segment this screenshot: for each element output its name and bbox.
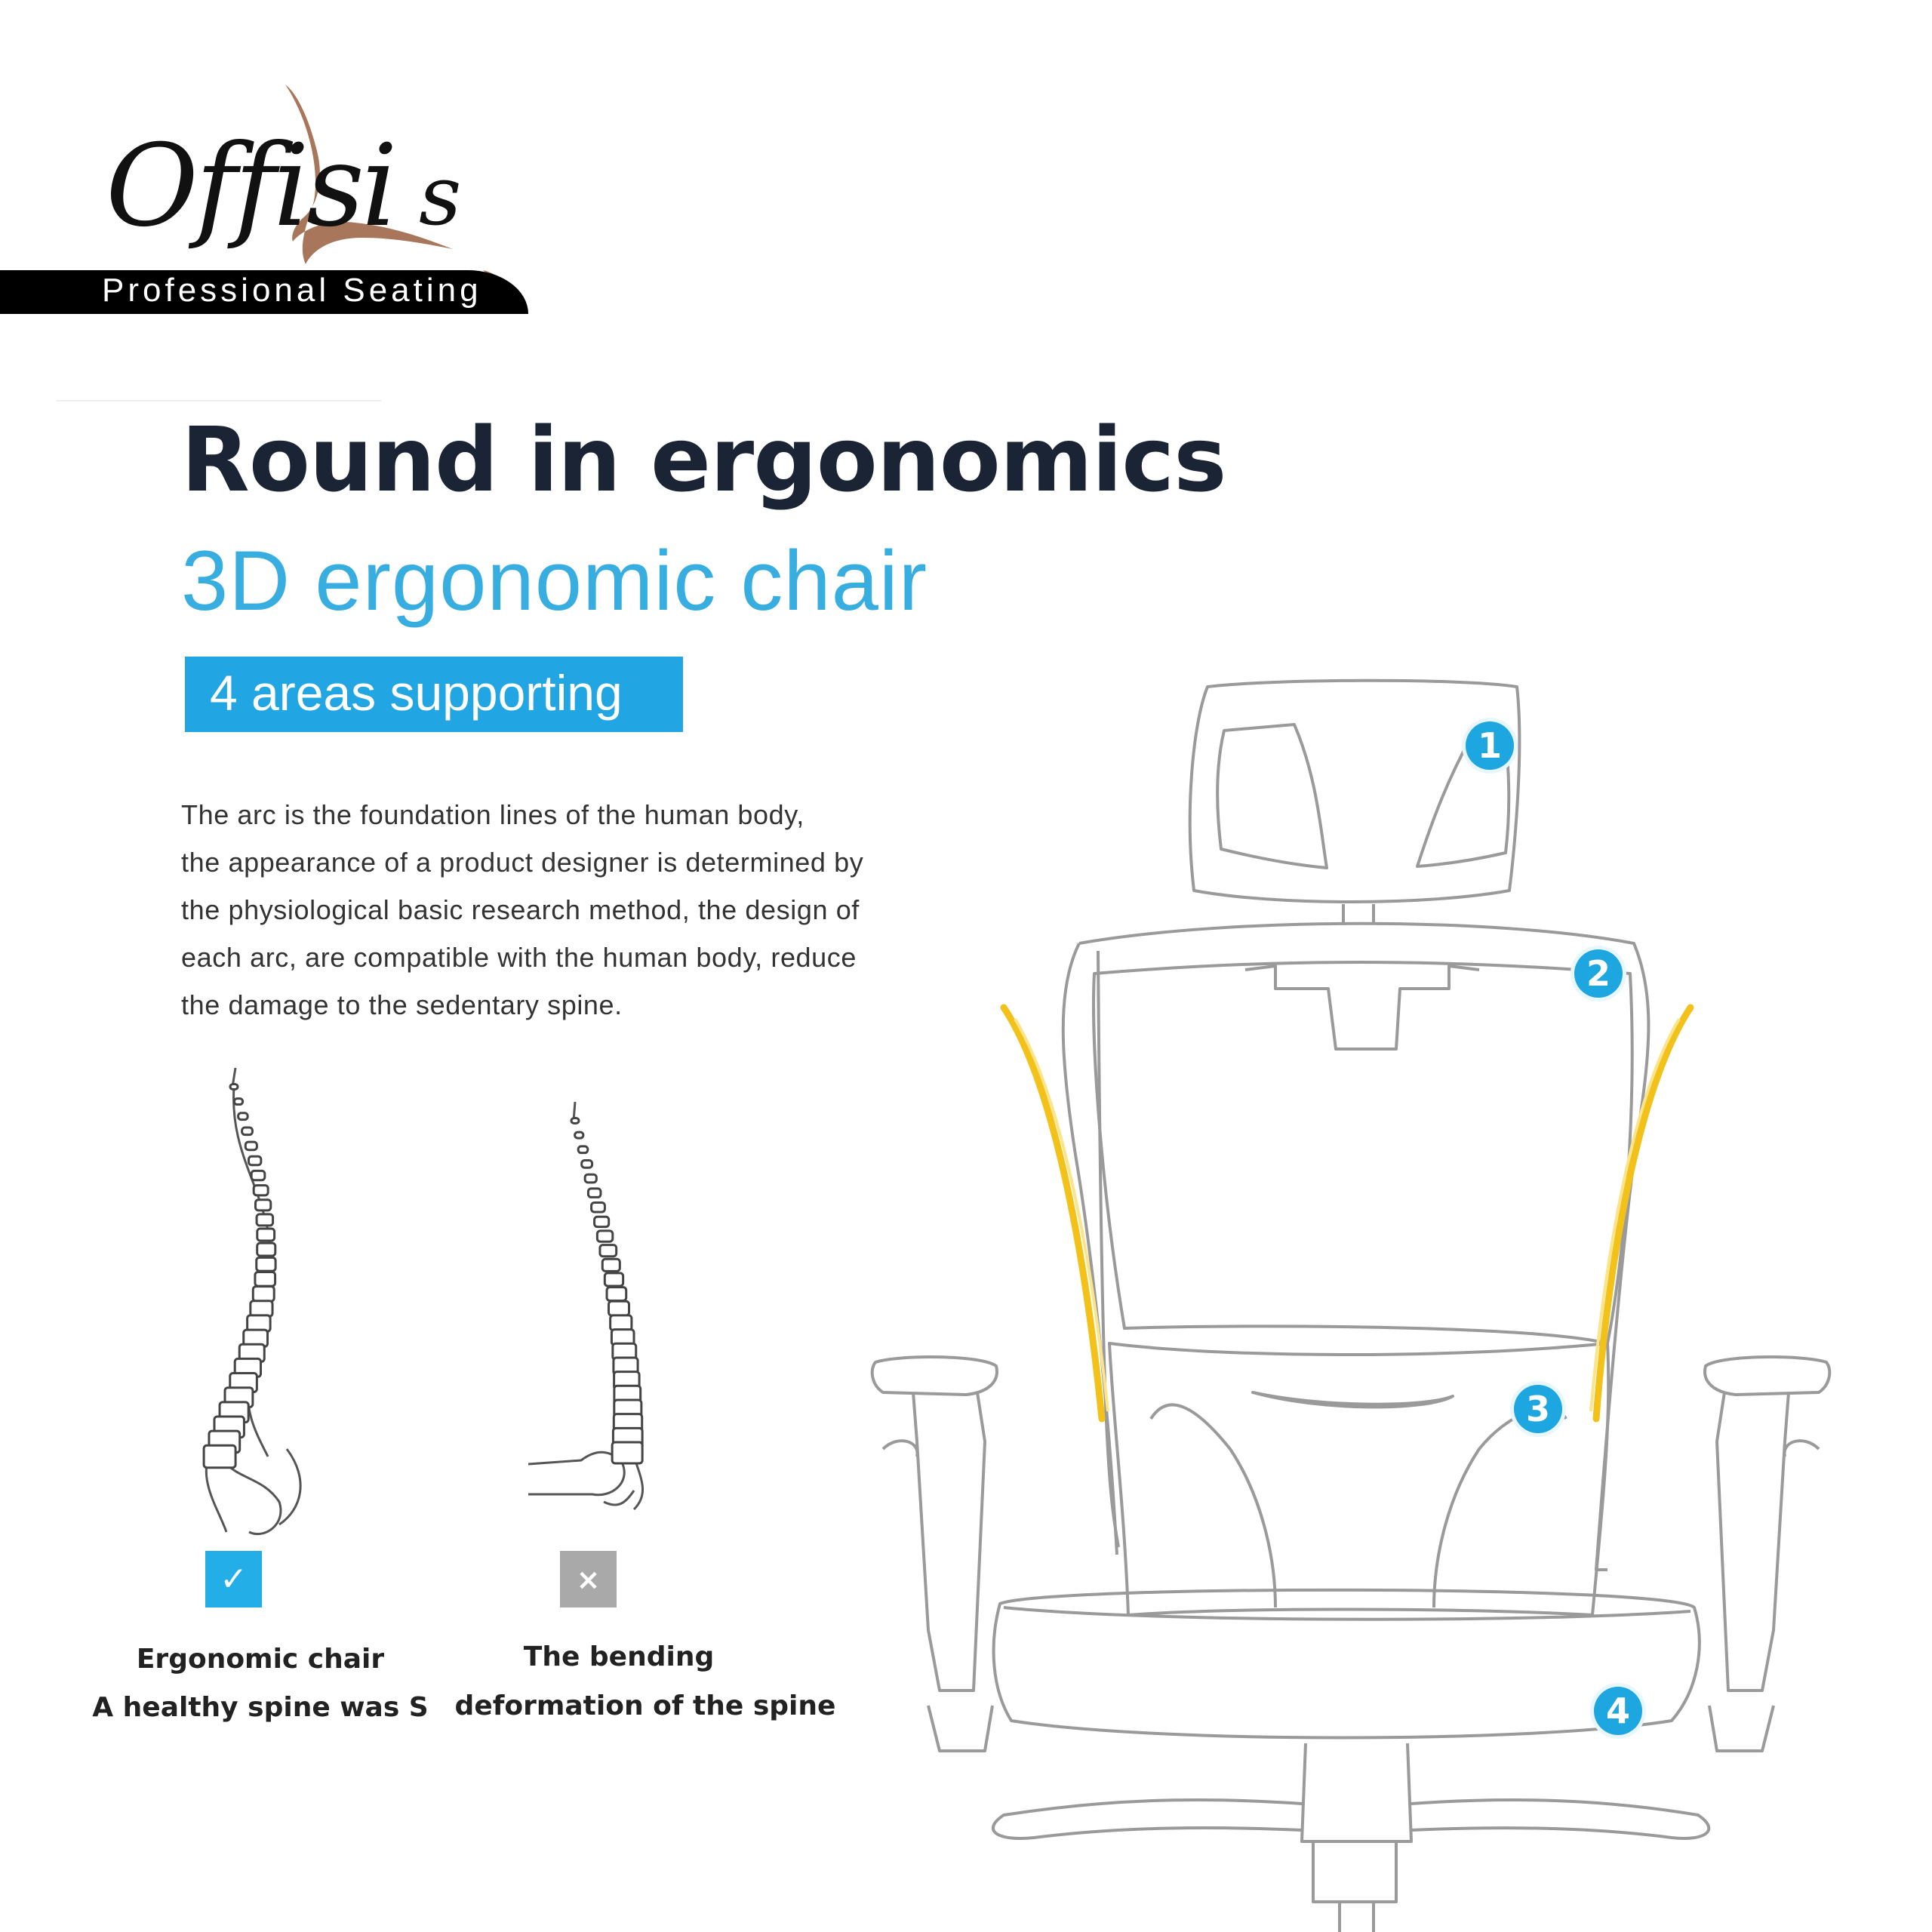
vertebra [242,1128,253,1135]
vertebra [251,1171,265,1180]
vertebra [257,1257,275,1271]
area-marker-2: 2 [1574,949,1623,998]
headrest [1190,681,1520,902]
vertebra [245,1142,257,1150]
logo-wordmark-suffix: s [419,147,462,244]
area-marker-3: 3 [1514,1385,1562,1433]
caption-good-title: Ergonomic chair [136,1644,385,1675]
vertebra [605,1273,623,1286]
vertebra [585,1174,596,1183]
vertebra [588,1189,601,1198]
vertebra [609,1301,629,1315]
vertebra [230,1084,238,1090]
vertebra [257,1243,275,1256]
vertebra [600,1245,617,1257]
logo-wordmark: Offisi [106,121,395,252]
paragraph-line: the appearance of a product designer is determined by [181,847,864,878]
vertebra [234,1099,242,1105]
caption-bad-title: The bending [523,1641,715,1672]
vertebra [612,1442,642,1463]
vertebra [251,1301,272,1316]
vertebra [592,1203,605,1212]
right-armrest [1705,1357,1829,1395]
vertebra [578,1146,588,1153]
backrest [1063,924,1649,1570]
caption-good-subtitle: A healthy spine was S [92,1692,429,1723]
left-armrest [872,1357,997,1395]
areas-badge: 4 areas supporting [210,665,623,721]
check-icon: ✓ [205,1551,262,1607]
vertebra [607,1287,626,1301]
vertebra [238,1113,248,1120]
vertebra [257,1229,275,1241]
vertebra [255,1272,275,1286]
paragraph-line: each arc, are compatible with the human body, reduce [181,942,857,973]
paragraph-line: The arc is the foundation lines of the human body, [181,799,804,830]
vertebra [248,1156,260,1164]
page-subtitle: 3D ergonomic chair [181,534,928,628]
vertebra [575,1132,583,1138]
cross-icon: × [560,1551,617,1607]
vertebra [204,1445,235,1467]
vertebra [602,1259,620,1271]
vertebra [257,1214,273,1226]
chair-illustration [853,664,1834,1932]
paragraph-line: the damage to the sedentary spine. [181,989,623,1020]
divider [57,400,381,401]
vertebra [254,1186,268,1195]
vertebra [597,1231,612,1241]
tagline: Professional Seating [102,272,482,309]
vertebra [611,1315,632,1331]
healthy-spine-illustration [196,1057,340,1540]
vertebra [571,1118,579,1124]
vertebra [595,1217,609,1226]
paragraph-line: the physiological basic research method, the design of [181,894,860,925]
page-title: Round in ergonomics [181,408,1226,512]
bent-spine-illustration [528,1094,724,1517]
area-marker-4: 4 [1594,1687,1642,1735]
vertebra [253,1287,274,1302]
vertebra [582,1161,592,1168]
area-marker-1: 1 [1466,721,1514,770]
vertebra [256,1200,271,1211]
caption-bad-subtitle: deformation of the spine [454,1690,836,1721]
